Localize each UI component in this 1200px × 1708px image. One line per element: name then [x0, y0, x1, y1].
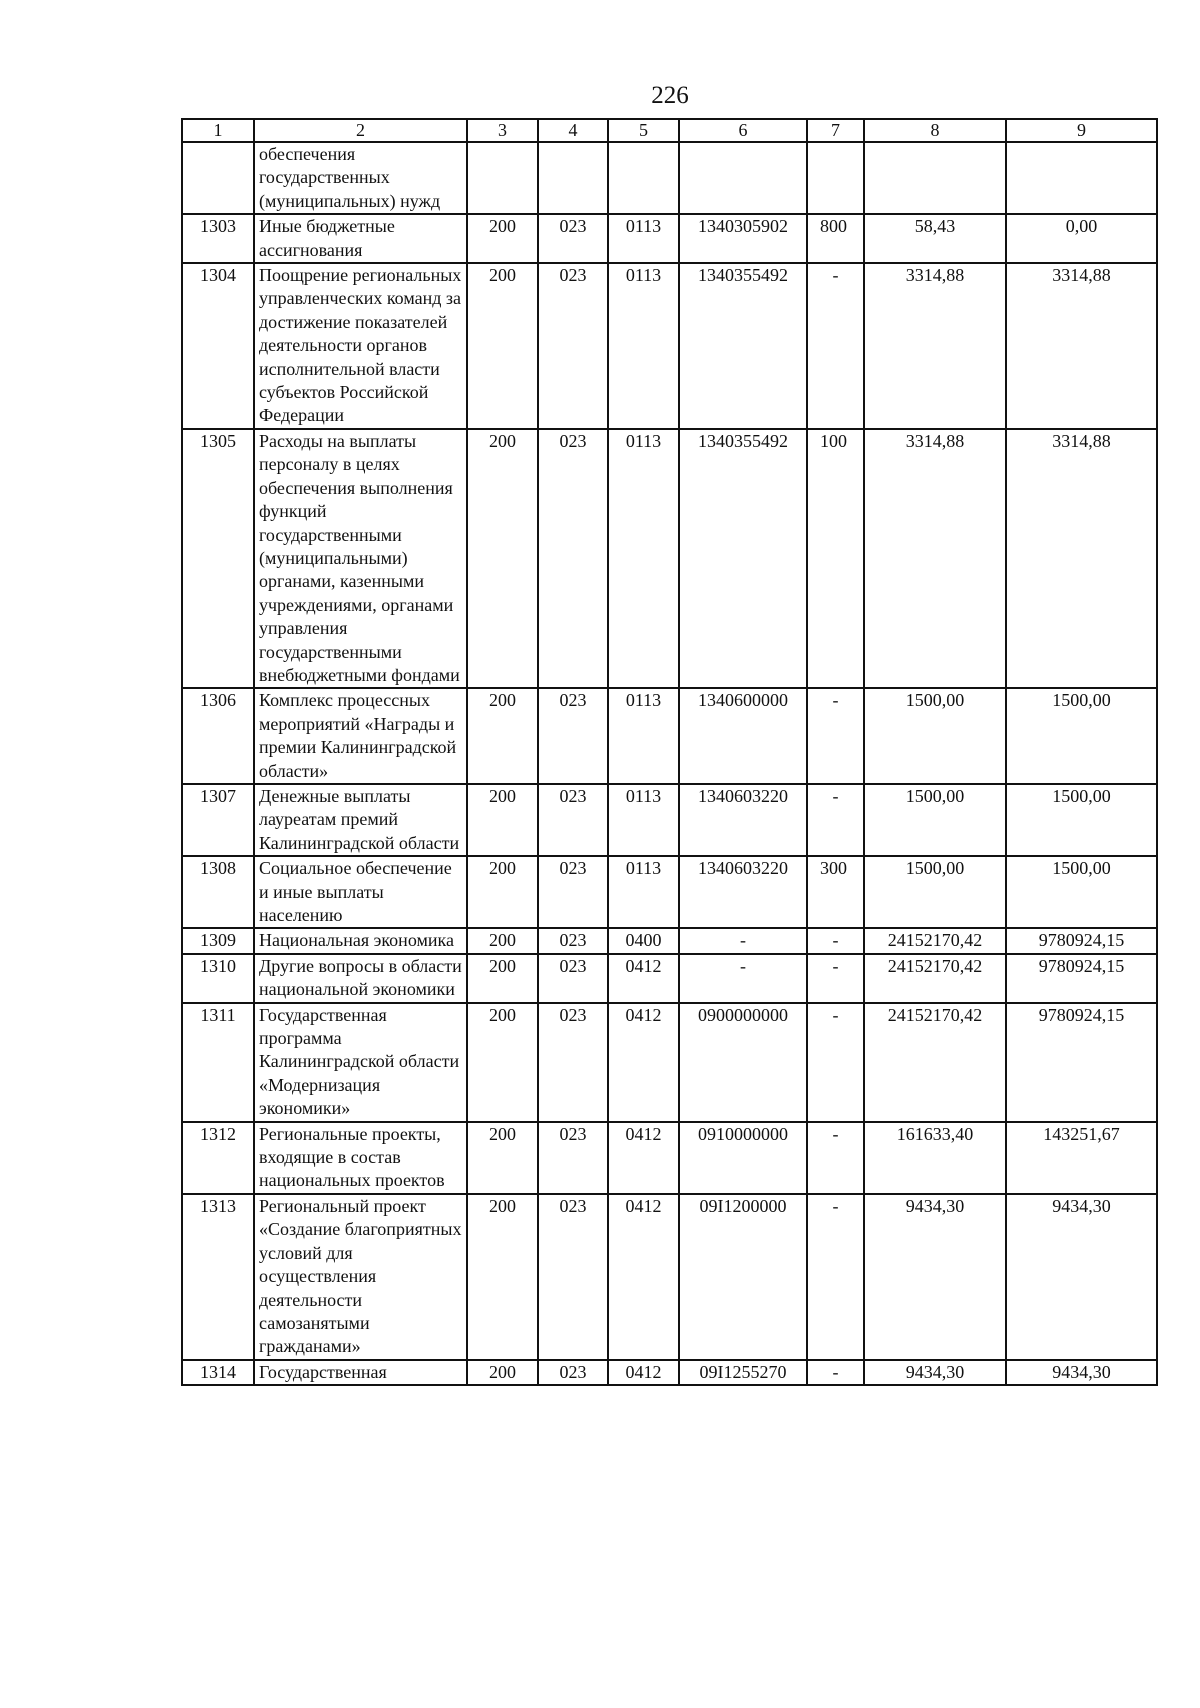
- amount-column-9-cell: 143251,67: [1006, 1122, 1157, 1194]
- amount-column-9-cell: 9434,30: [1006, 1360, 1157, 1385]
- amount-column-8-cell: 1500,00: [864, 688, 1006, 784]
- column-header: 7: [807, 119, 864, 142]
- amount-column-8-cell: 1500,00: [864, 784, 1006, 856]
- amount-column-8-cell: 24152170,42: [864, 1003, 1006, 1122]
- target-article-cell: 1340305902: [679, 214, 807, 263]
- ministry-code-cell: 200: [467, 784, 538, 856]
- expense-type-cell: -: [807, 263, 864, 429]
- amount-column-8-cell: 24152170,42: [864, 928, 1006, 953]
- table-row: [182, 1003, 1157, 1122]
- expense-type-cell: -: [807, 928, 864, 953]
- ministry-code-cell: 200: [467, 688, 538, 784]
- row-number-cell: 1307: [182, 784, 254, 856]
- table-row: [182, 1122, 1157, 1194]
- section-code-cell: 0113: [608, 856, 679, 928]
- section-code-cell: 0113: [608, 784, 679, 856]
- target-article-cell: 1340603220: [679, 856, 807, 928]
- ministry-code-cell: 200: [467, 429, 538, 688]
- section-code-cell: [608, 142, 679, 214]
- section-code-cell: 0113: [608, 263, 679, 429]
- table-row: [182, 429, 1157, 688]
- ministry-code-cell: 200: [467, 1360, 538, 1385]
- table-row: [182, 856, 1157, 928]
- column-header: 6: [679, 119, 807, 142]
- row-number-cell: 1308: [182, 856, 254, 928]
- column-header: 4: [538, 119, 608, 142]
- expense-type-cell: -: [807, 784, 864, 856]
- row-number-cell: 1304: [182, 263, 254, 429]
- column-4-cell: 023: [538, 928, 608, 953]
- column-4-cell: 023: [538, 1003, 608, 1122]
- budget-table: [181, 118, 1158, 1386]
- row-number-cell: 1313: [182, 1194, 254, 1360]
- target-article-cell: [679, 142, 807, 214]
- row-description-cell: Социальное обеспечение и иные выплаты населению: [254, 856, 467, 928]
- column-header: 1: [182, 119, 254, 142]
- row-description-cell: обеспечения государственных (муниципальных) нужд: [254, 142, 467, 214]
- target-article-cell: 1340355492: [679, 429, 807, 688]
- amount-column-8-cell: 161633,40: [864, 1122, 1006, 1194]
- section-code-cell: 0412: [608, 1122, 679, 1194]
- amount-column-9-cell: 3314,88: [1006, 263, 1157, 429]
- target-article-cell: -: [679, 954, 807, 1003]
- ministry-code-cell: 200: [467, 214, 538, 263]
- expense-type-cell: 800: [807, 214, 864, 263]
- amount-column-9-cell: 0,00: [1006, 214, 1157, 263]
- table-row: [182, 928, 1157, 953]
- row-description-cell: Государственная: [254, 1360, 467, 1385]
- table-row: [182, 214, 1157, 263]
- column-4-cell: 023: [538, 954, 608, 1003]
- section-code-cell: 0113: [608, 688, 679, 784]
- expense-type-cell: 300: [807, 856, 864, 928]
- row-number-cell: 1305: [182, 429, 254, 688]
- target-article-cell: 1340603220: [679, 784, 807, 856]
- amount-column-9-cell: 3314,88: [1006, 429, 1157, 688]
- expense-type-cell: -: [807, 1122, 864, 1194]
- section-code-cell: 0400: [608, 928, 679, 953]
- target-article-cell: -: [679, 928, 807, 953]
- column-header: 5: [608, 119, 679, 142]
- column-header: 9: [1006, 119, 1157, 142]
- column-header: 8: [864, 119, 1006, 142]
- amount-column-9-cell: 1500,00: [1006, 784, 1157, 856]
- amount-column-8-cell: [864, 142, 1006, 214]
- section-code-cell: 0113: [608, 429, 679, 688]
- row-number-cell: 1309: [182, 928, 254, 953]
- amount-column-9-cell: 9780924,15: [1006, 954, 1157, 1003]
- ministry-code-cell: 200: [467, 954, 538, 1003]
- table-row: [182, 263, 1157, 429]
- column-header: 3: [467, 119, 538, 142]
- expense-type-cell: -: [807, 688, 864, 784]
- column-4-cell: 023: [538, 263, 608, 429]
- column-4-cell: 023: [538, 688, 608, 784]
- target-article-cell: 1340600000: [679, 688, 807, 784]
- table-row: [182, 1360, 1157, 1385]
- amount-column-8-cell: 9434,30: [864, 1360, 1006, 1385]
- column-4-cell: 023: [538, 1194, 608, 1360]
- page-number: 226: [651, 82, 689, 109]
- row-description-cell: Иные бюджетные ассигнования: [254, 214, 467, 263]
- ministry-code-cell: [467, 142, 538, 214]
- amount-column-8-cell: 3314,88: [864, 263, 1006, 429]
- row-description-cell: Региональный проект «Создание благоприятных условий для осуществления деятельности самозанятыми гражданами»: [254, 1194, 467, 1360]
- row-description-cell: Расходы на выплаты персоналу в целях обеспечения выполнения функций государственными (муниципальными) органами, казенными учреждениями, органами управления государственными внебюджетными фондами: [254, 429, 467, 688]
- target-article-cell: 0900000000: [679, 1003, 807, 1122]
- row-number-cell: 1303: [182, 214, 254, 263]
- table-row: [182, 142, 1157, 214]
- column-header: 2: [254, 119, 467, 142]
- row-number-cell: [182, 142, 254, 214]
- amount-column-8-cell: 58,43: [864, 214, 1006, 263]
- row-number-cell: 1312: [182, 1122, 254, 1194]
- amount-column-9-cell: 9780924,15: [1006, 928, 1157, 953]
- amount-column-9-cell: 9434,30: [1006, 1194, 1157, 1360]
- target-article-cell: 1340355492: [679, 263, 807, 429]
- section-code-cell: 0412: [608, 1360, 679, 1385]
- section-code-cell: 0412: [608, 1003, 679, 1122]
- row-description-cell: Комплекс процессных мероприятий «Награды и премии Калининградской области»: [254, 688, 467, 784]
- amount-column-9-cell: 9780924,15: [1006, 1003, 1157, 1122]
- ministry-code-cell: 200: [467, 1122, 538, 1194]
- ministry-code-cell: 200: [467, 928, 538, 953]
- row-description-cell: Поощрение региональных управленческих команд за достижение показателей деятельности органов исполнительной власти субъектов Российской Федерации: [254, 263, 467, 429]
- amount-column-8-cell: 24152170,42: [864, 954, 1006, 1003]
- column-4-cell: 023: [538, 1360, 608, 1385]
- amount-column-9-cell: [1006, 142, 1157, 214]
- column-4-cell: 023: [538, 856, 608, 928]
- section-code-cell: 0412: [608, 954, 679, 1003]
- row-description-cell: Денежные выплаты лауреатам премий Калининградской области: [254, 784, 467, 856]
- amount-column-8-cell: 1500,00: [864, 856, 1006, 928]
- amount-column-9-cell: 1500,00: [1006, 688, 1157, 784]
- row-number-cell: 1314: [182, 1360, 254, 1385]
- ministry-code-cell: 200: [467, 1194, 538, 1360]
- ministry-code-cell: 200: [467, 263, 538, 429]
- expense-type-cell: 100: [807, 429, 864, 688]
- expense-type-cell: -: [807, 1360, 864, 1385]
- column-4-cell: 023: [538, 1122, 608, 1194]
- table-header-row: [182, 119, 1157, 142]
- column-4-cell: 023: [538, 429, 608, 688]
- ministry-code-cell: 200: [467, 856, 538, 928]
- table-row: [182, 688, 1157, 784]
- section-code-cell: 0113: [608, 214, 679, 263]
- expense-type-cell: [807, 142, 864, 214]
- table-row: [182, 954, 1157, 1003]
- ministry-code-cell: 200: [467, 1003, 538, 1122]
- expense-type-cell: -: [807, 954, 864, 1003]
- row-number-cell: 1310: [182, 954, 254, 1003]
- expense-type-cell: -: [807, 1003, 864, 1122]
- row-description-cell: Другие вопросы в области национальной экономики: [254, 954, 467, 1003]
- amount-column-8-cell: 3314,88: [864, 429, 1006, 688]
- table-row: [182, 1194, 1157, 1360]
- amount-column-8-cell: 9434,30: [864, 1194, 1006, 1360]
- table-row: [182, 784, 1157, 856]
- target-article-cell: 09I1200000: [679, 1194, 807, 1360]
- expense-type-cell: -: [807, 1194, 864, 1360]
- row-description-cell: Государственная программа Калининградской области «Модернизация экономики»: [254, 1003, 467, 1122]
- section-code-cell: 0412: [608, 1194, 679, 1360]
- row-description-cell: Региональные проекты, входящие в состав национальных проектов: [254, 1122, 467, 1194]
- target-article-cell: 09I1255270: [679, 1360, 807, 1385]
- column-4-cell: 023: [538, 784, 608, 856]
- amount-column-9-cell: 1500,00: [1006, 856, 1157, 928]
- target-article-cell: 0910000000: [679, 1122, 807, 1194]
- column-4-cell: 023: [538, 214, 608, 263]
- row-number-cell: 1306: [182, 688, 254, 784]
- row-number-cell: 1311: [182, 1003, 254, 1122]
- column-4-cell: [538, 142, 608, 214]
- row-description-cell: Национальная экономика: [254, 928, 467, 953]
